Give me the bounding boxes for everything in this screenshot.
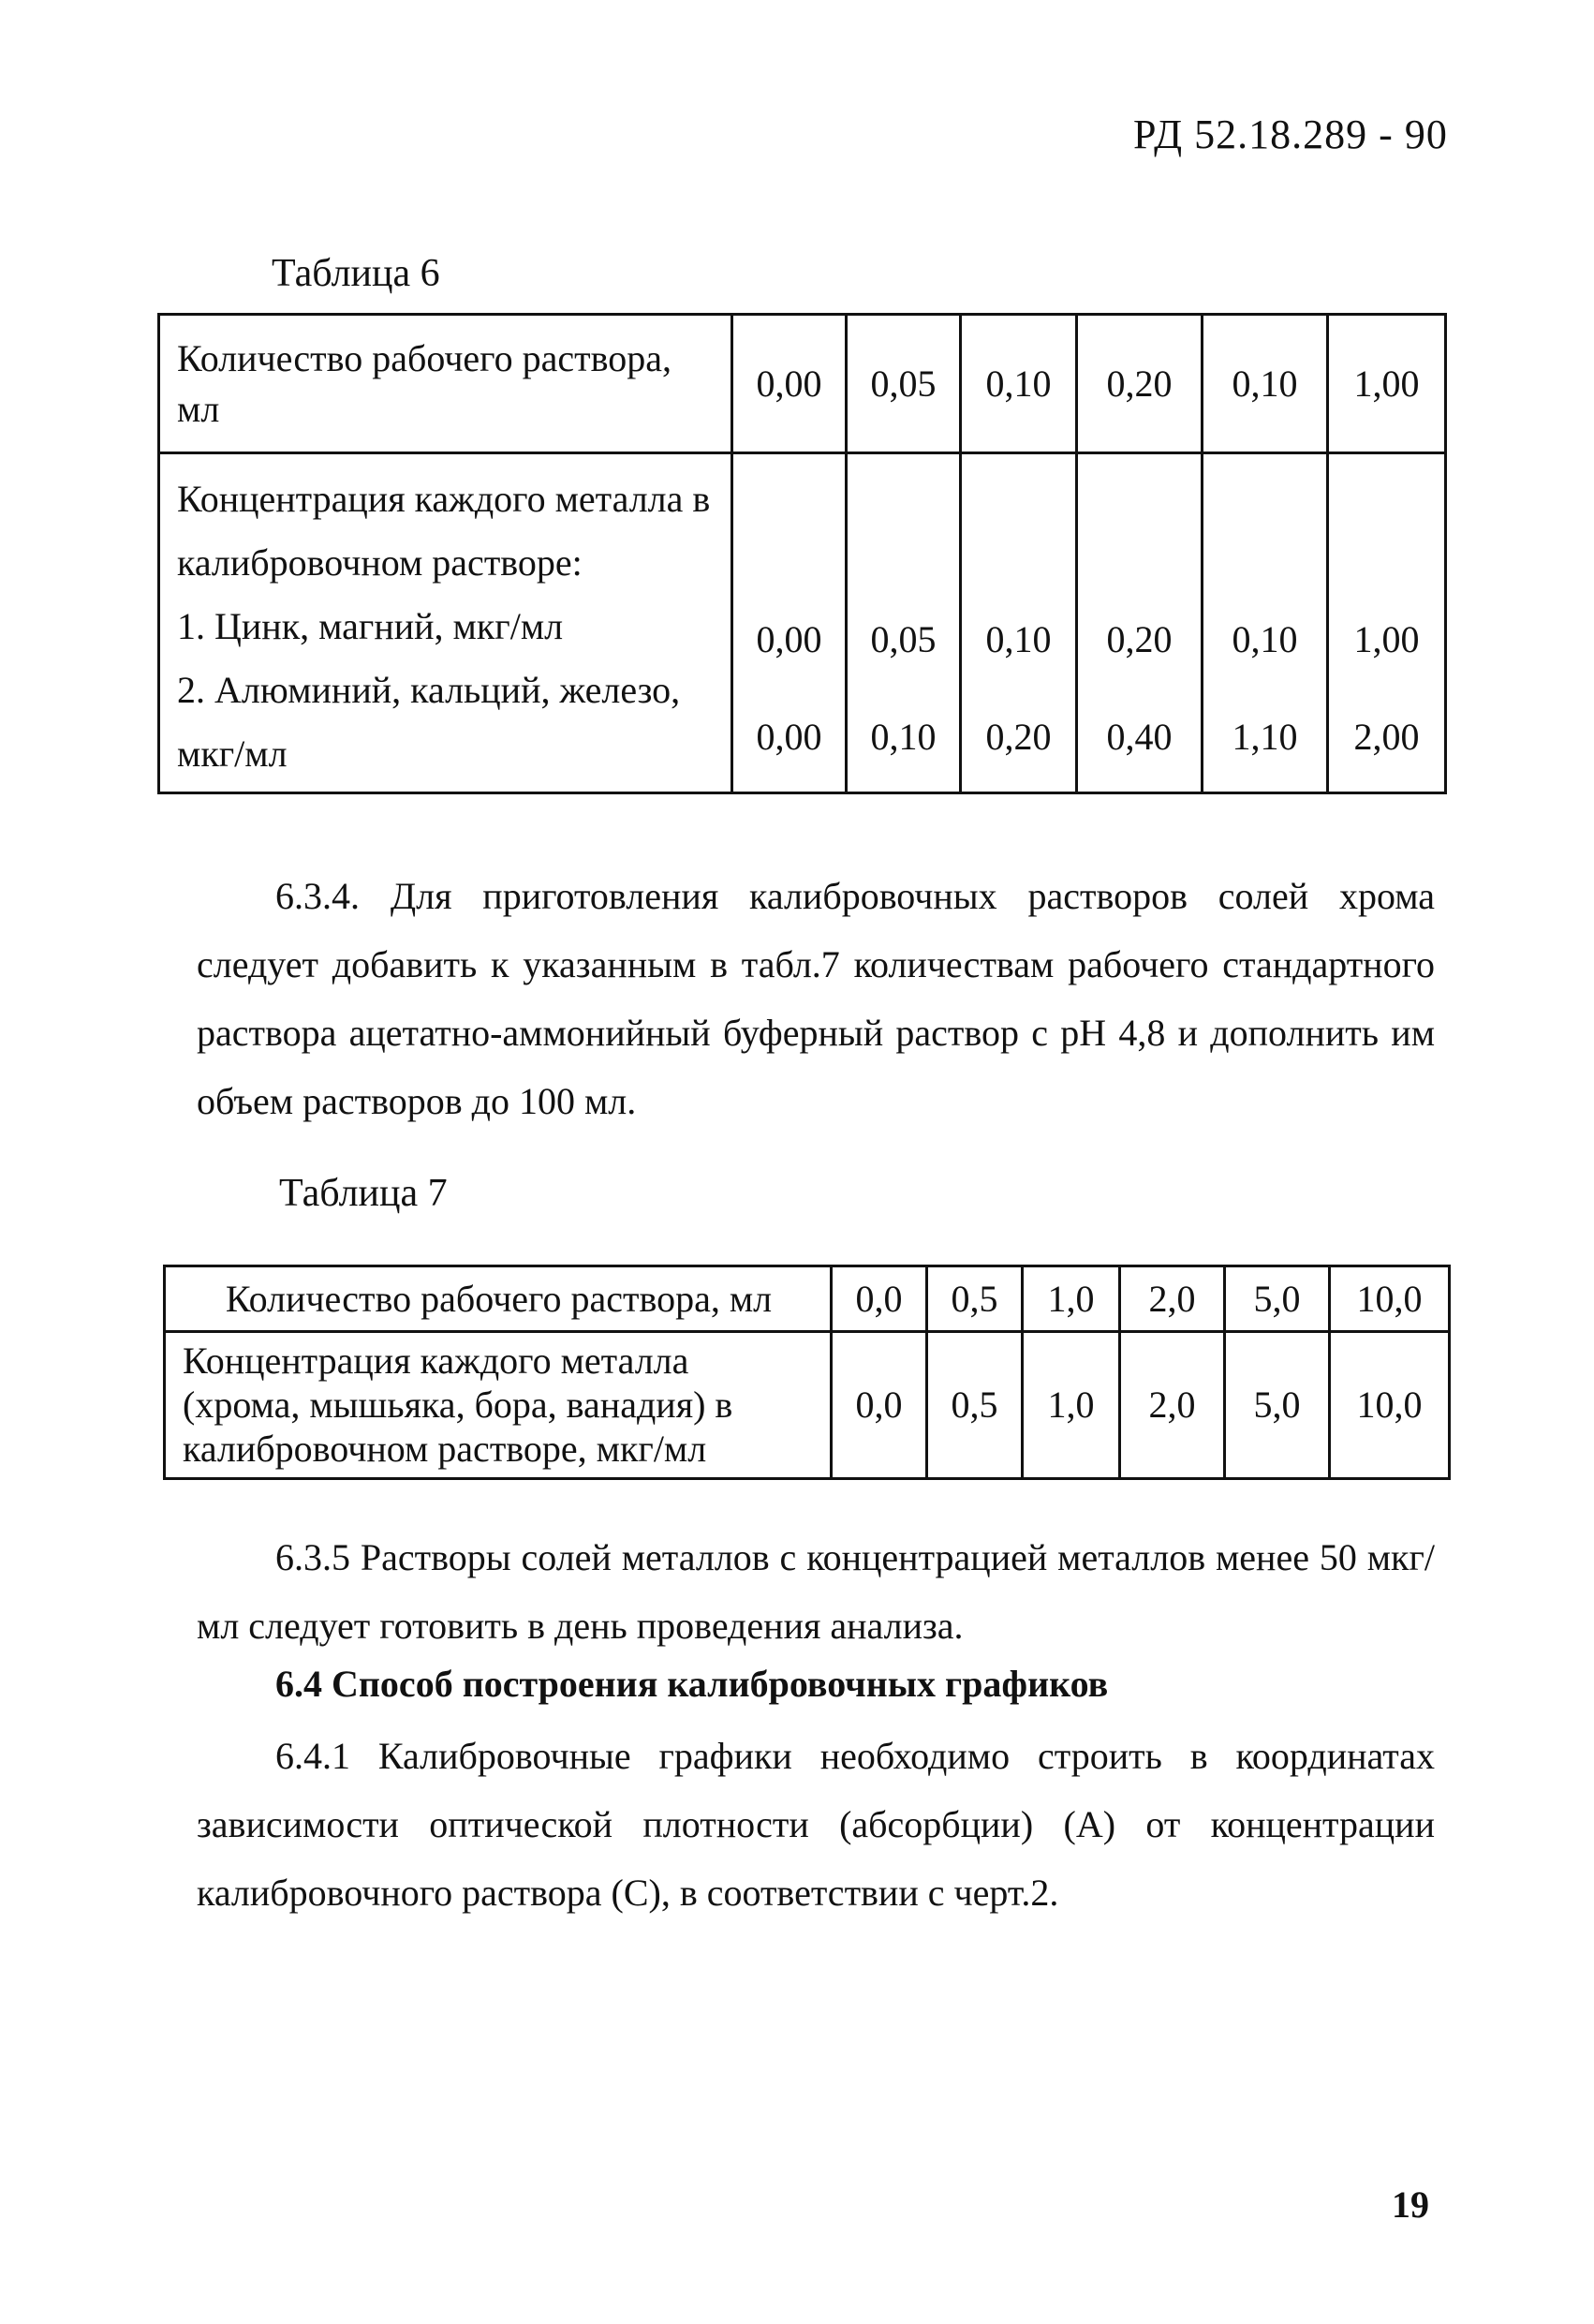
table6-cell: 1,10 — [1232, 716, 1298, 758]
table7-row-concentration — [165, 1332, 1450, 1479]
table6-col-cell — [1203, 453, 1328, 793]
table7-cell: 10,0 — [1330, 1332, 1450, 1479]
paragraph-6-3-4-text: 6.3.4. Для приготовления калибровочных растворов солей хрома следует добавить к указанным в табл.7 количествам рабочего стандартного раствора ацетатно-аммонийный буферный раствор с pH 4,8 и дополнить им объем растворов до 100 мл. — [197, 875, 1435, 1122]
paragraph-6-3-4 — [197, 862, 1435, 1135]
table6-col-cell — [1328, 453, 1446, 793]
table7-row1-label: Количество рабочего раствора, мл — [165, 1266, 832, 1332]
table6-cell: 1,00 — [1328, 315, 1446, 453]
table6-row1-label: Количество рабочего раствора, мл — [159, 315, 732, 453]
paragraph-6-3-5-text: 6.3.5 Растворы солей металлов с концентрацией металлов менее 50 мкг/мл следует готовить в день проведения анализа. — [197, 1536, 1435, 1647]
paragraph-6-4-1-text: 6.4.1 Калибровочные графики необходимо строить в координатах зависимости оптической плотности (абсорбции) (А) от концентрации калибровочного раствора (С), в соответствии с черт.2. — [197, 1735, 1435, 1914]
table7-cell: 0,5 — [927, 1332, 1023, 1479]
table6-col-cell — [961, 453, 1077, 793]
table6-cell: 0,00 — [756, 716, 822, 758]
table7-cell: 0,0 — [832, 1332, 927, 1479]
table6-cell: 0,10 — [961, 315, 1077, 453]
table6-col-cell — [1077, 453, 1203, 793]
table7-cell: 2,0 — [1120, 1266, 1225, 1332]
table6-cell: 0,00 — [732, 315, 847, 453]
table7-cell: 1,0 — [1023, 1332, 1120, 1479]
table7-cell: 0,0 — [832, 1266, 927, 1332]
table6-cell: 0,10 — [870, 716, 937, 758]
table6-row-concentration — [159, 453, 1446, 793]
document-code: РД 52.18.289 - 90 — [1133, 111, 1448, 157]
paragraph-6-4-1 — [197, 1722, 1435, 1927]
table6-cell: 0,40 — [1106, 716, 1173, 758]
table6-row2-heading: Концентрация каждого металла в калибровочном растворе: — [177, 478, 711, 584]
table6-cell: 0,10 — [1232, 618, 1298, 660]
table7-row-quantity — [165, 1266, 1450, 1332]
table7-cell: 10,0 — [1330, 1266, 1450, 1332]
paragraph-6-3-5 — [197, 1523, 1435, 1660]
table7 — [163, 1265, 1451, 1480]
table6-cell: 1,00 — [1353, 618, 1420, 660]
table6-cell: 2,00 — [1353, 716, 1420, 758]
table6-cell: 0,20 — [985, 716, 1052, 758]
table6-sub1-label: 1. Цинк, магний, мкг/мл — [177, 605, 564, 647]
table6-col-cell — [732, 453, 847, 793]
table7-row2-label: Концентрация каждого металла (хрома, мышьяка, бора, ванадия) в калибровочном растворе, мкг/мл — [165, 1332, 832, 1479]
table7-cell: 5,0 — [1225, 1332, 1330, 1479]
table7-cell: 5,0 — [1225, 1266, 1330, 1332]
table6-cell: 0,05 — [870, 618, 937, 660]
section-heading-6-4: 6.4 Способ построения калибровочных графиков — [275, 1663, 1109, 1705]
table7-cell: 2,0 — [1120, 1332, 1225, 1479]
table6-row-quantity — [159, 315, 1446, 453]
table6-row2-label-cell — [159, 453, 732, 793]
table6-cell: 0,20 — [1106, 618, 1173, 660]
table6-sub2-label: 2. Алюминий, кальций, железо, мкг/мл — [177, 669, 681, 775]
table6-col-cell — [847, 453, 961, 793]
table6-cell: 0,20 — [1077, 315, 1203, 453]
table6-cell: 0,10 — [985, 618, 1052, 660]
table7-cell: 1,0 — [1023, 1266, 1120, 1332]
table6-cell: 0,10 — [1203, 315, 1328, 453]
table6-caption: Таблица 6 — [272, 252, 440, 295]
table6-cell: 0,05 — [847, 315, 961, 453]
table6-cell: 0,00 — [756, 618, 822, 660]
table7-caption: Таблица 7 — [279, 1172, 448, 1215]
page-number: 19 — [1392, 2183, 1429, 2226]
table6 — [157, 313, 1447, 794]
table7-cell: 0,5 — [927, 1266, 1023, 1332]
